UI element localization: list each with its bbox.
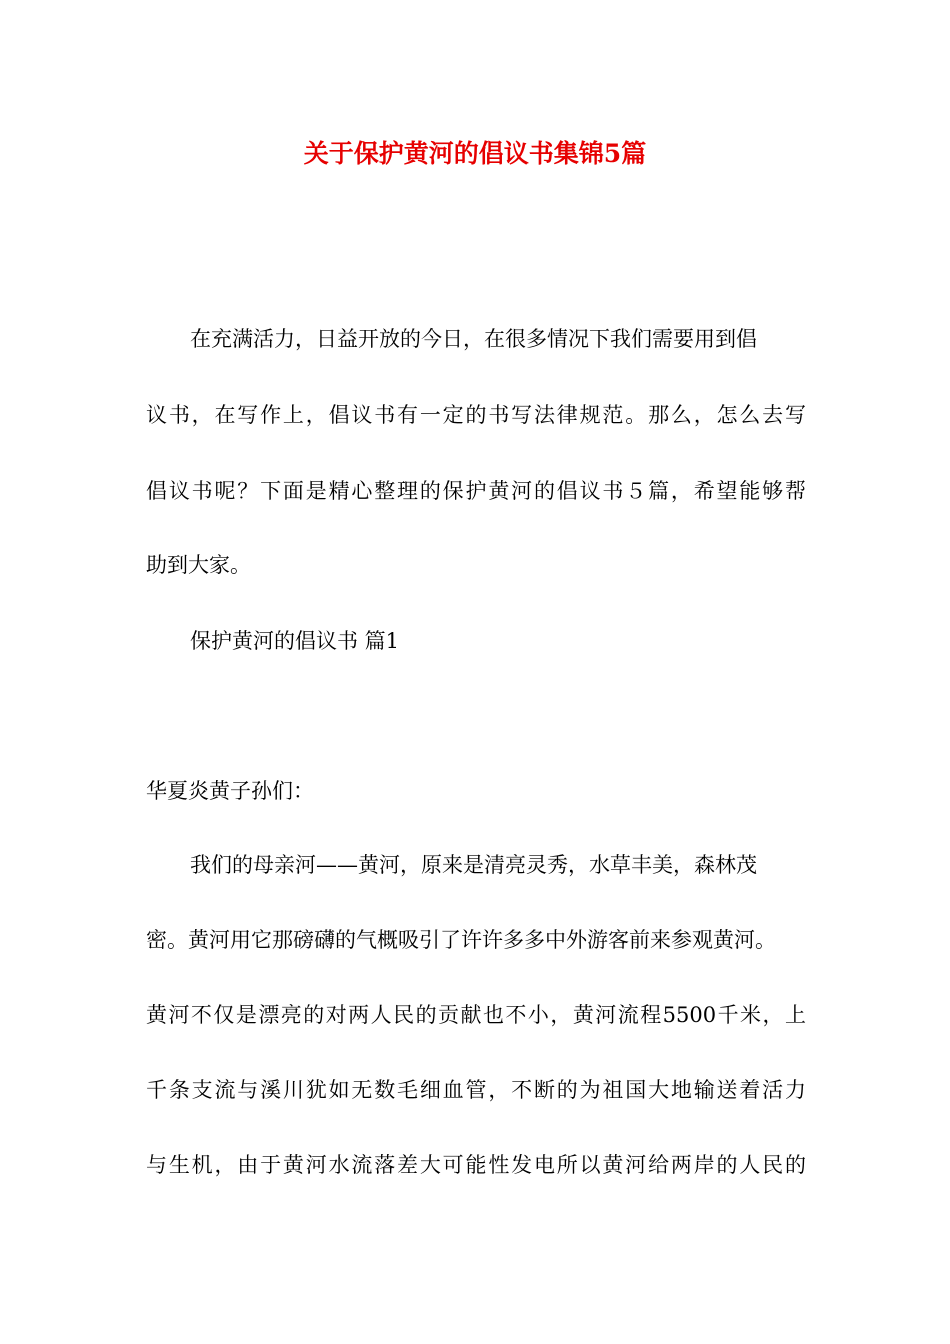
section-heading: 保护黄河的倡议书 篇1 (190, 629, 400, 653)
document-title: 关于保护黄河的倡议书集锦5篇 (303, 139, 647, 168)
salutation: 华夏炎黄子孙们： (146, 779, 314, 803)
body-line-4: 千条支流与溪川犹如无数毛细血管，不断的为祖国大地输送着活力 (146, 1078, 806, 1102)
body-line-3: 黄河不仅是漂亮的对两人民的贡献也不小，黄河流程5500千米，上 (146, 1003, 806, 1027)
body-line-5: 与生机，由于黄河水流落差大可能性发电所以黄河给两岸的人民的 (146, 1153, 806, 1177)
body-line-1: 我们的母亲河——黄河，原来是清亮灵秀，水草丰美，森林茂 (190, 853, 757, 877)
intro-line-1: 在充满活力，日益开放的今日，在很多情况下我们需要用到倡 (190, 327, 757, 351)
intro-line-3: 倡议书呢？下面是精心整理的保护黄河的倡议书５篇，希望能够帮 (146, 479, 806, 503)
intro-line-2: 议书，在写作上，倡议书有一定的书写法律规范。那么，怎么去写 (146, 403, 806, 427)
intro-line-4: 助到大家。 (146, 553, 251, 577)
body-line-2: 密。黄河用它那磅礴的气概吸引了许许多多中外游客前来参观黄河。 (146, 928, 776, 952)
